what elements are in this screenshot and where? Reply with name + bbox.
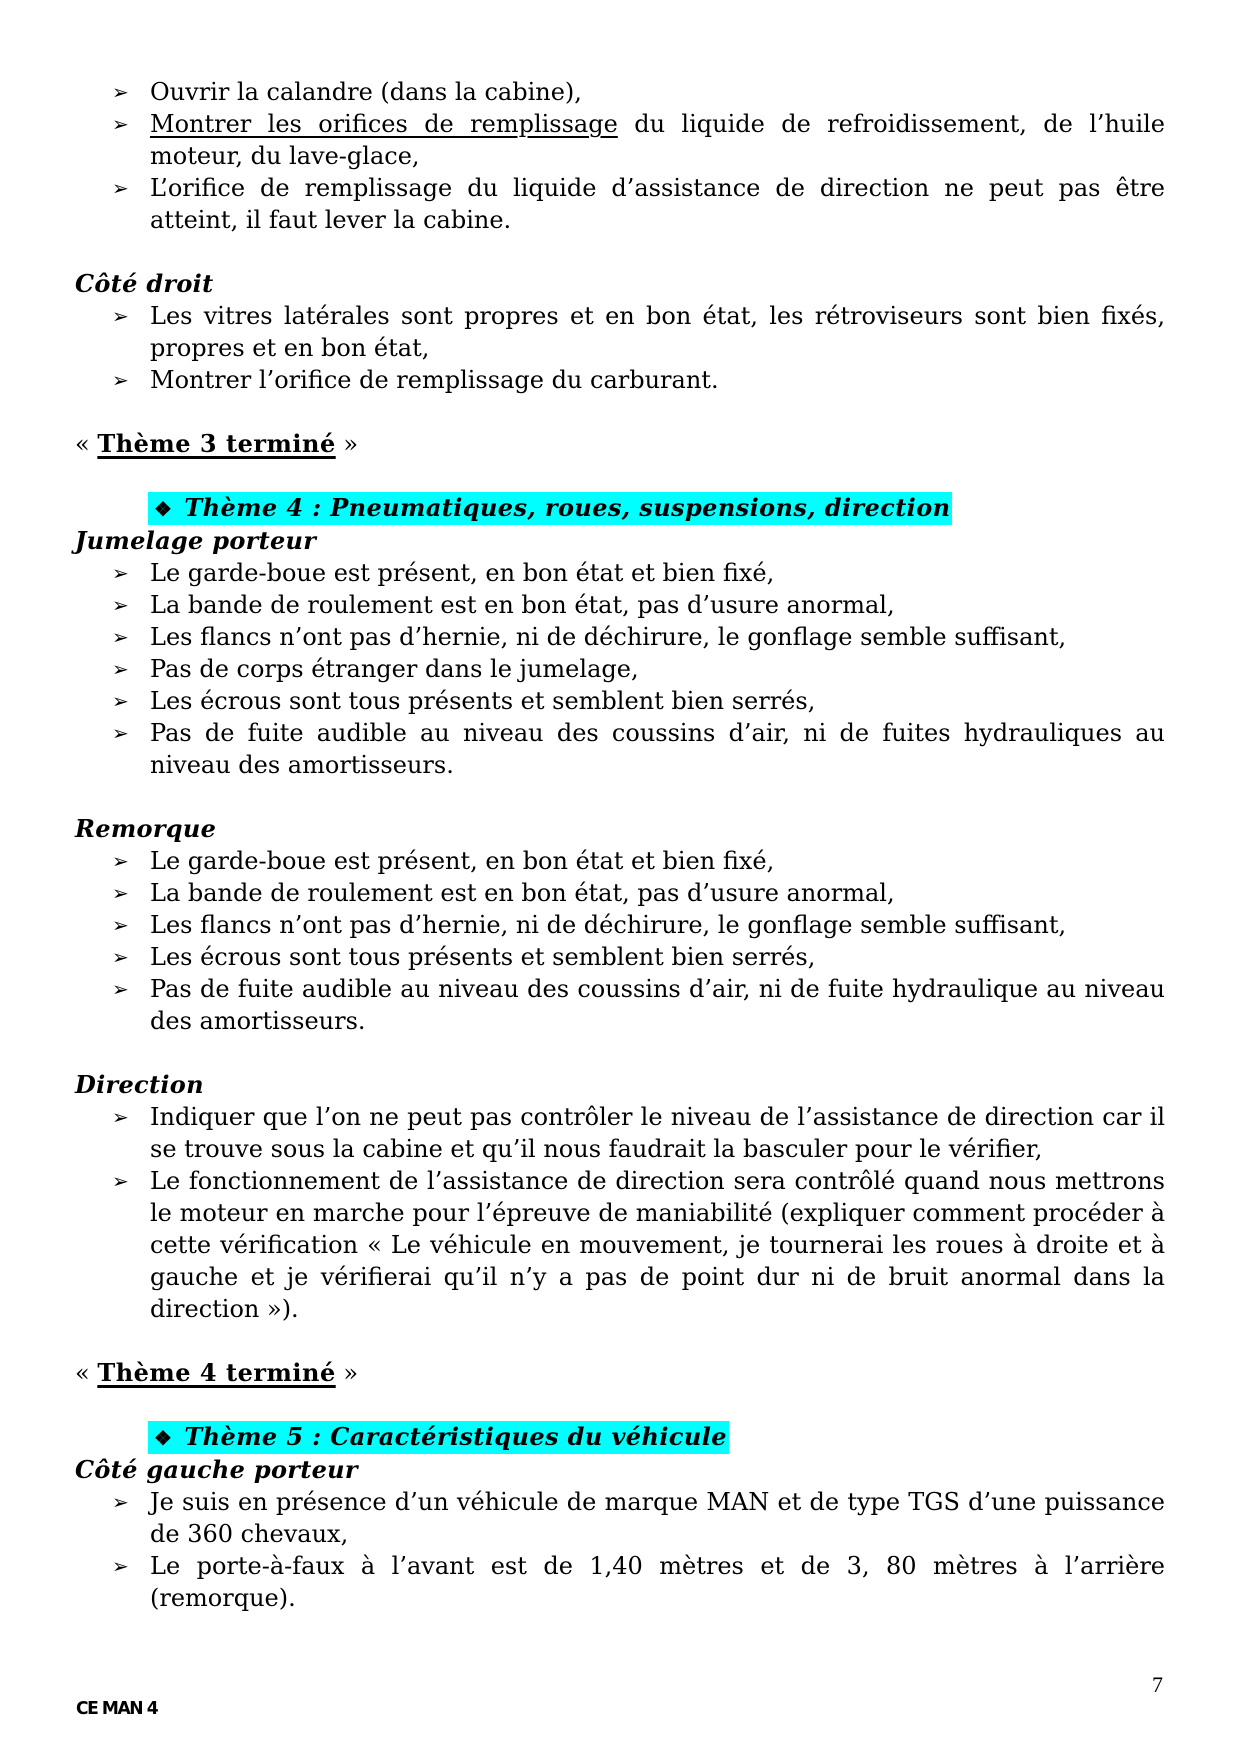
arrow-bullet-icon: ➢ (112, 1554, 129, 1578)
arrow-bullet-icon: ➢ (112, 689, 129, 713)
arrow-bullet-icon: ➢ (112, 593, 129, 617)
arrow-bullet-icon: ➢ (112, 1490, 129, 1514)
blank-line (75, 1325, 1165, 1357)
arrow-bullet-icon: ➢ (112, 945, 129, 969)
list-item: ➢ Les flancs n’ont pas d’hernie, ni de déchirure, le gonflage semble suffisant, (112, 623, 1067, 651)
section-heading-cote-gauche-porteur: Côté gauche porteur (75, 1455, 358, 1484)
list-item: ➢ Pas de corps étranger dans le jumelage, (112, 655, 639, 683)
underlined-phrase: Montrer les orifices de remplissage (150, 110, 618, 138)
arrow-bullet-icon: ➢ (112, 849, 129, 873)
theme-completed-label: Thème 3 terminé (97, 429, 336, 458)
arrow-bullet-icon: ➢ (112, 561, 129, 585)
section-heading-direction: Direction (75, 1070, 204, 1099)
page-content (75, 76, 1165, 1614)
list-item: ➢ Pas de fuite audible au niveau des coussins d’air, ni de fuite hydraulique au niveau des amortisseurs. (112, 975, 1165, 1035)
cote-gauche-porteur-list (75, 1486, 1165, 1614)
theme-5-title: ❖ Thème 5 : Caractéristiques du véhicule (148, 1421, 729, 1454)
list-item: ➢ Montrer les orifices de remplissage du liquide de refroidissement, de l’huile moteur, du lave-glace, (112, 110, 1165, 170)
direction-list (75, 1101, 1165, 1325)
blank-line (75, 781, 1165, 813)
list-item: ➢ Ouvrir la calandre (dans la cabine), (112, 78, 582, 106)
intro-list (75, 76, 1165, 236)
diamond-bullet-icon: ❖ (154, 497, 173, 521)
page-number: 7 (1152, 1672, 1163, 1697)
arrow-bullet-icon: ➢ (112, 977, 129, 1001)
list-item: ➢ La bande de roulement est en bon état, pas d’usure anormal, (112, 879, 895, 907)
remorque-list (75, 845, 1165, 1037)
theme-3-completed: « Thème 3 terminé » (75, 429, 359, 458)
section-heading-cote-droit: Côté droit (75, 269, 214, 298)
diamond-bullet-icon: ❖ (154, 1426, 173, 1450)
list-item: ➢ Les écrous sont tous présents et semblent bien serrés, (112, 943, 816, 971)
arrow-bullet-icon: ➢ (112, 112, 129, 136)
theme-4-title: ❖ Thème 4 : Pneumatiques, roues, suspensions, direction (148, 492, 952, 525)
arrow-bullet-icon: ➢ (112, 721, 129, 745)
cote-droit-list (75, 300, 1165, 396)
footer-document-label: CE MAN 4 (76, 1698, 158, 1719)
list-item: ➢ Le porte-à-faux à l’avant est de 1,40 mètres et de 3, 80 mètres à l’arrière (remorque). (112, 1552, 1165, 1612)
list-item: ➢ Je suis en présence d’un véhicule de marque MAN et de type TGS d’une puissance de 360 chevaux, (112, 1488, 1165, 1548)
list-item: ➢ Le garde-boue est présent, en bon état et bien fixé, (112, 847, 775, 875)
arrow-bullet-icon: ➢ (112, 368, 129, 392)
arrow-bullet-icon: ➢ (112, 1105, 129, 1129)
list-item: ➢ Les flancs n’ont pas d’hernie, ni de déchirure, le gonflage semble suffisant, (112, 911, 1067, 939)
blank-line (75, 236, 1165, 268)
theme-4-title-row (75, 492, 1165, 525)
list-item: ➢ Montrer l’orifice de remplissage du carburant. (112, 366, 719, 394)
section-heading-jumelage-porteur: Jumelage porteur (75, 526, 317, 555)
section-heading-remorque: Remorque (75, 814, 217, 843)
arrow-bullet-icon: ➢ (112, 625, 129, 649)
list-item: ➢ La bande de roulement est en bon état, pas d’usure anormal, (112, 591, 895, 619)
list-item: ➢ Indiquer que l’on ne peut pas contrôler le niveau de l’assistance de direction car il se trouve sous la cabine et qu’il nous faudrait la basculer pour le vérifier, (112, 1103, 1165, 1163)
blank-line (75, 396, 1165, 428)
theme-completed-label: Thème 4 terminé (97, 1358, 336, 1387)
list-item: ➢ Les vitres latérales sont propres et en bon état, les rétroviseurs sont bien fixés, propres et en bon état, (112, 302, 1165, 362)
arrow-bullet-icon: ➢ (112, 657, 129, 681)
list-item: ➢ Pas de fuite audible au niveau des coussins d’air, ni de fuites hydrauliques au niveau des amortisseurs. (112, 719, 1165, 779)
blank-line (75, 1037, 1165, 1069)
theme-5-title-row (75, 1421, 1165, 1454)
list-item: ➢ L’orifice de remplissage du liquide d’assistance de direction ne peut pas être atteint, il faut lever la cabine. (112, 174, 1165, 234)
arrow-bullet-icon: ➢ (112, 913, 129, 937)
arrow-bullet-icon: ➢ (112, 176, 129, 200)
list-item: ➢ Le fonctionnement de l’assistance de direction sera contrôlé quand nous mettrons le moteur en marche pour l’épreuve de maniabilité (expliquer comment procéder à cette vérification « Le véhicule en mouvement, je tournerai les roues à droite et à gauche et je vérifierai qu’il n’y a pas de point dur ni de bruit anormal dans la direction »). (112, 1167, 1165, 1323)
list-item: ➢ Les écrous sont tous présents et semblent bien serrés, (112, 687, 816, 715)
theme-4-completed: « Thème 4 terminé » (75, 1358, 359, 1387)
arrow-bullet-icon: ➢ (112, 80, 129, 104)
arrow-bullet-icon: ➢ (112, 881, 129, 905)
list-item: ➢ Le garde-boue est présent, en bon état et bien fixé, (112, 559, 775, 587)
arrow-bullet-icon: ➢ (112, 1169, 129, 1193)
blank-line (75, 460, 1165, 492)
jumelage-porteur-list (75, 557, 1165, 781)
blank-line (75, 1389, 1165, 1421)
arrow-bullet-icon: ➢ (112, 304, 129, 328)
